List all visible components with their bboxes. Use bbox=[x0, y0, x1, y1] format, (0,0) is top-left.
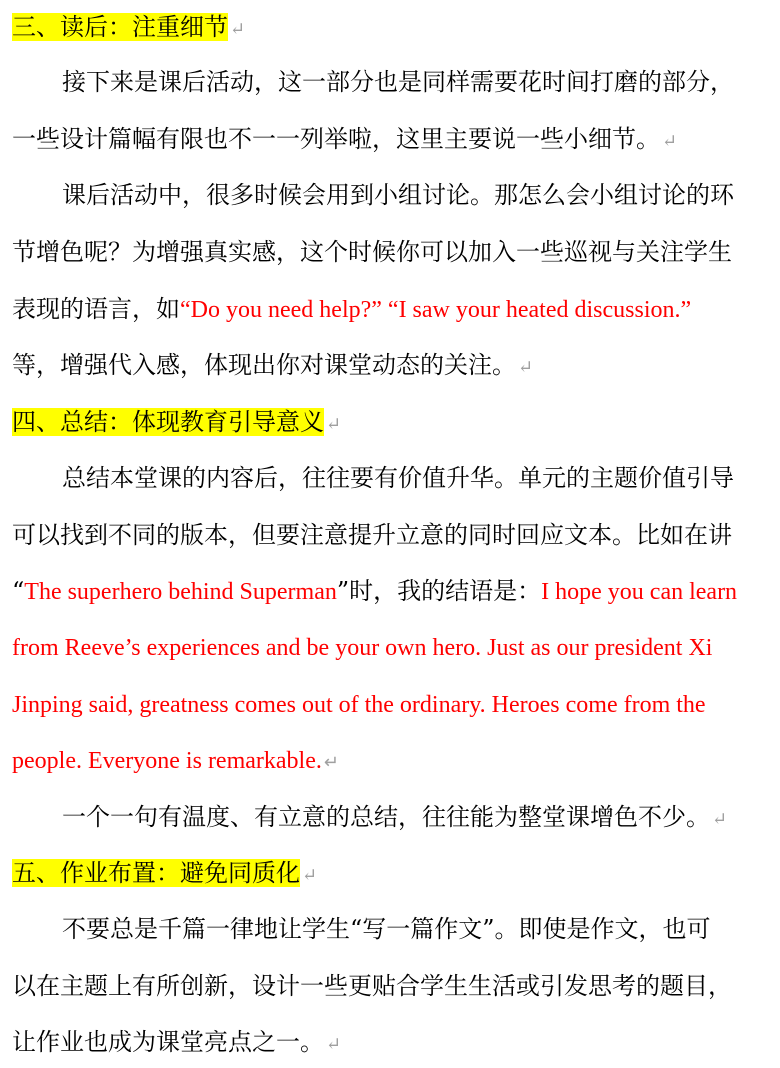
heading-highlight: 四、总结：体现教育引导意义 bbox=[12, 408, 324, 436]
text: 接下来是课后活动，这一部分也是同样需要花时间打磨的部分， bbox=[62, 68, 734, 96]
paragraph-mark-icon: ↵ bbox=[662, 131, 678, 152]
closing-remarks: from Reeve’s experiences and be your own hero. Just as our president Xi bbox=[12, 635, 713, 661]
paragraph-mark-icon: ↵ bbox=[323, 752, 339, 772]
paragraph-1-line-1 bbox=[62, 65, 768, 99]
paragraph-3-line-3 bbox=[12, 574, 768, 608]
paragraph-3-line-6 bbox=[12, 744, 768, 778]
paragraph-2-line-3 bbox=[12, 292, 768, 326]
text: 一个一句有温度、有立意的总结，往往能为整堂课增色不少。 bbox=[62, 803, 710, 831]
section-heading-3 bbox=[12, 10, 768, 44]
paragraph-3-line-1 bbox=[62, 461, 768, 495]
paragraph-5-line-2 bbox=[12, 969, 768, 1003]
text: 让作业也成为课堂亮点之一。 bbox=[12, 1028, 324, 1056]
paragraph-3-line-2 bbox=[12, 518, 768, 552]
closing-remarks: I hope you can learn bbox=[541, 579, 738, 605]
paragraph-mark-icon: ↵ bbox=[230, 19, 246, 40]
section-heading-5 bbox=[12, 856, 768, 890]
paragraph-4-line-1 bbox=[62, 800, 768, 834]
english-example-quotes: “Do you need help?” “I saw your heated discussion.” bbox=[180, 297, 692, 323]
paragraph-mark-icon: ↵ bbox=[326, 414, 342, 435]
text: “ bbox=[12, 577, 25, 605]
paragraph-mark-icon: ↵ bbox=[302, 865, 318, 886]
paragraph-2-line-2 bbox=[12, 235, 768, 269]
closing-remarks: people. Everyone is remarkable. bbox=[12, 748, 322, 774]
paragraph-5-line-1 bbox=[62, 912, 768, 946]
paragraph-mark-icon: ↵ bbox=[712, 809, 728, 830]
paragraph-2-line-4 bbox=[12, 348, 768, 382]
paragraph-3-line-4 bbox=[12, 631, 768, 665]
paragraph-3-line-5 bbox=[12, 688, 768, 722]
text: 等，增强代入感，体现出你对课堂动态的关注。 bbox=[12, 351, 516, 379]
text: 总结本堂课的内容后，往往要有价值升华。单元的主题价值引导 bbox=[62, 464, 734, 492]
text: 一些设计篇幅有限也不一一列举啦，这里主要说一些小细节。 bbox=[12, 125, 660, 153]
closing-remarks: Jinping said, greatness comes out of the ordinary. Heroes come from the bbox=[12, 692, 706, 718]
paragraph-2-line-1 bbox=[62, 178, 768, 212]
text: 表现的语言，如 bbox=[12, 295, 180, 323]
text: 课后活动中，很多时候会用到小组讨论。那怎么会小组讨论的环 bbox=[62, 181, 734, 209]
text: 以在主题上有所创新，设计一些更贴合学生生活或引发思考的题目， bbox=[12, 972, 732, 1000]
text: ”时，我的结语是： bbox=[336, 577, 542, 605]
heading-highlight: 五、作业布置：避免同质化 bbox=[12, 859, 300, 887]
paragraph-5-line-3 bbox=[12, 1025, 768, 1059]
text: 节增色呢？为增强真实感，这个时候你可以加入一些巡视与关注学生 bbox=[12, 238, 732, 266]
section-heading-4 bbox=[12, 405, 768, 439]
paragraph-mark-icon: ↵ bbox=[518, 357, 534, 378]
paragraph-1-line-2 bbox=[12, 122, 768, 156]
heading-highlight: 三、读后：注重细节 bbox=[12, 13, 228, 41]
text: 不要总是千篇一律地让学生“写一篇作文”。即使是作文，也可 bbox=[62, 915, 711, 943]
text: 可以找到不同的版本，但要注意提升立意的同时回应文本。比如在讲 bbox=[12, 521, 732, 549]
paragraph-mark-icon: ↵ bbox=[326, 1034, 342, 1055]
lesson-title: The superhero behind Superman bbox=[24, 579, 337, 605]
